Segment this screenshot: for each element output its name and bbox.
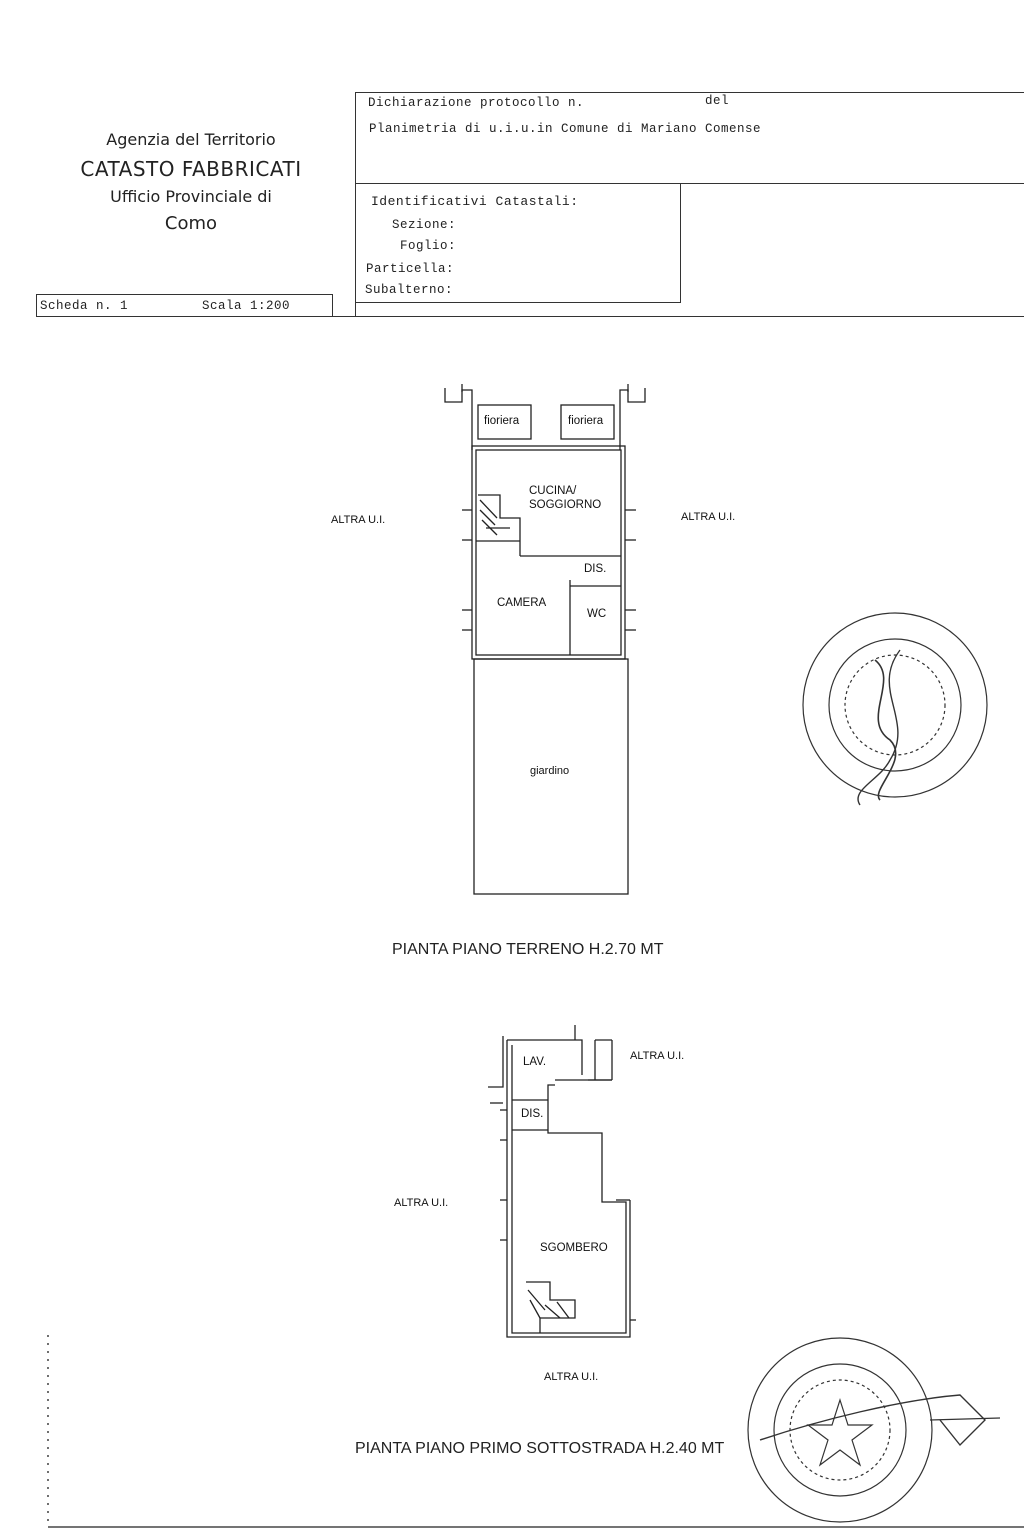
neighbor-bottom-basement: ALTRA U.I. [544, 1371, 599, 1383]
declaration-label: Dichiarazione protocollo n. [368, 96, 585, 110]
room-sgombero: SGOMBERO [540, 1242, 608, 1254]
room-dis-ground: DIS. [584, 563, 607, 575]
room-fioriera-left: fioriera [484, 415, 520, 427]
room-giardino: giardino [530, 765, 570, 777]
neighbor-left-ground: ALTRA U.I. [331, 514, 386, 526]
scala-label: Scala 1:200 [202, 299, 291, 313]
neighbor-right-ground: ALTRA U.I. [681, 511, 736, 523]
office-city: Como [164, 213, 218, 234]
basement-floor-caption: PIANTA PIANO PRIMO SOTTOSTRADA H.2.40 MT [355, 1440, 725, 1457]
room-camera: CAMERA [497, 597, 547, 609]
room-cucina-line2: SOGGIORNO [529, 499, 602, 511]
agency-name: Agenzia del Territorio [106, 130, 276, 149]
sezione-label: Sezione: [392, 218, 457, 232]
scheda-label: Scheda n. 1 [40, 299, 129, 313]
neighbor-left-basement: ALTRA U.I. [394, 1197, 449, 1209]
ground-floor-caption: PIANTA PIANO TERRENO H.2.70 MT [392, 941, 664, 958]
neighbor-top-right-basement: ALTRA U.I. [630, 1050, 685, 1062]
room-cucina-line1: CUCINA/ [529, 485, 577, 497]
room-lav: LAV. [523, 1056, 547, 1068]
notary-stamp-upper [803, 613, 987, 805]
declaration-del: del [705, 94, 730, 108]
particella-label: Particella: [366, 262, 455, 276]
identifiers-title: Identificativi Catastali: [371, 194, 579, 209]
room-dis-basement: DIS. [521, 1108, 544, 1120]
ground-floor-walls [445, 384, 645, 894]
planimetry-text: Planimetria di u.i.u.in Comune di Mariano Comense [369, 122, 762, 136]
notary-stamp-lower [748, 1338, 1000, 1522]
room-fioriera-right: fioriera [568, 415, 604, 427]
room-wc: WC [587, 608, 607, 620]
subalterno-label: Subalterno: [365, 283, 454, 297]
basement-floor-walls [488, 1025, 636, 1337]
office-label: Ufficio Provinciale di [110, 187, 272, 206]
catasto-title: CATASTO FABBRICATI [80, 157, 302, 181]
foglio-label: Foglio: [400, 239, 457, 253]
